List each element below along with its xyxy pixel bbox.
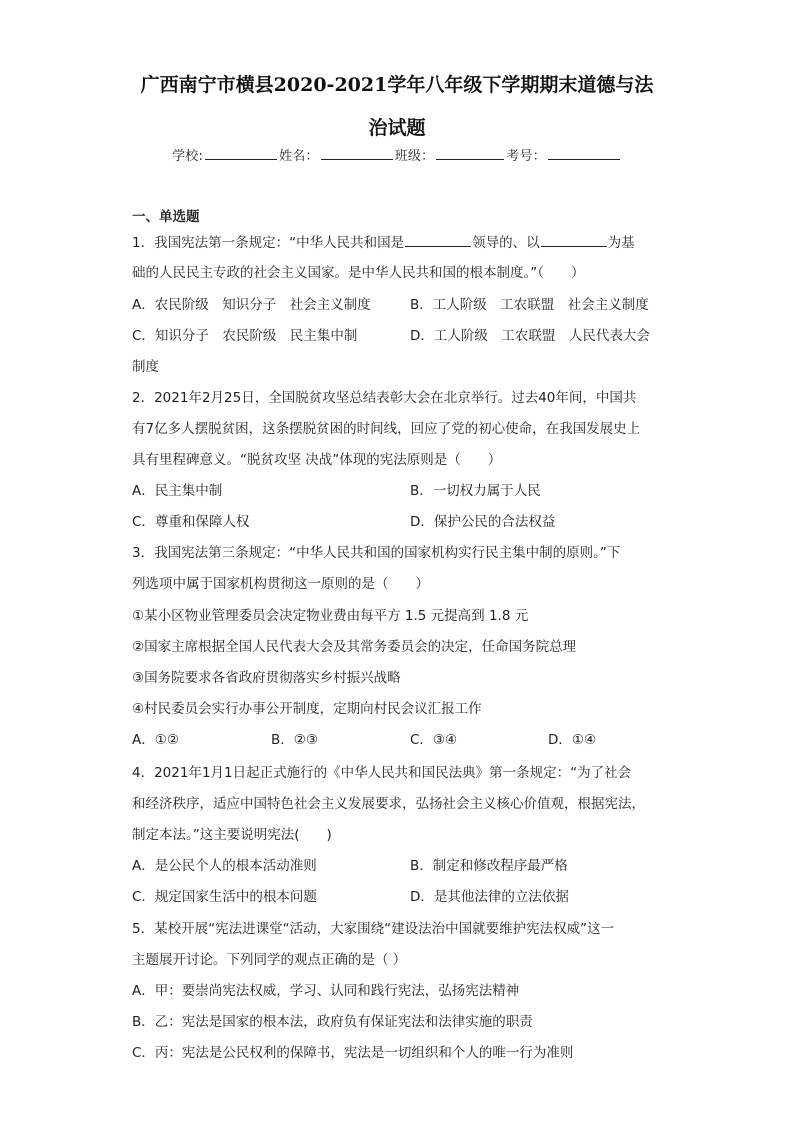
q2-stem-line3: 具有里程碑意义。“脱贫攻坚 决战”体现的宪法原则是（ ） bbox=[132, 452, 502, 468]
q3-statement-4: ④村民委员会实行办事公开制度，定期向村民会议汇报工作 bbox=[132, 701, 482, 717]
q4-option-c: C．规定国家生活中的根本问题 bbox=[132, 889, 317, 905]
name-blank bbox=[321, 147, 393, 160]
q1-blank-1 bbox=[405, 234, 471, 247]
q4-option-a: A．是公民个人的根本活动准则 bbox=[132, 858, 317, 874]
q2-option-b: B．一切权力属于人民 bbox=[410, 483, 541, 499]
q1-option-a: A．农民阶级 知识分子 社会主义制度 bbox=[132, 297, 371, 313]
q3-statement-2: ②国家主席根据全国人民代表大会及其常务委员会的决定，任命国务院总理 bbox=[132, 639, 577, 655]
student-info-row bbox=[0, 145, 794, 164]
q2-stem-line1: 2．2021年2月25日，全国脱贫攻坚总结表彰大会在北京举行。过去40年间，中国共 bbox=[132, 390, 637, 406]
q5-stem-line1: 5．某校开展“宪法进课堂“活动，大家围绕“建设法治中国就要维护宪法权威”这一 bbox=[132, 921, 615, 937]
q1-option-d: D．工人阶级 工农联盟 人民代表大会 bbox=[410, 328, 650, 344]
school-blank bbox=[205, 147, 277, 160]
q3-stem-line2: 列选项中属于国家机构贯彻这一原则的是（ ） bbox=[132, 576, 429, 592]
q1-stem-line2: 础的人民民主专政的社会主义国家。是中华人民共和国的根本制度。”（ ） bbox=[132, 265, 585, 281]
name-label: 姓名： bbox=[279, 149, 319, 164]
q2-stem-line2: 有7亿多人摆脱贫困，这条摆脱贫困的时间线，回应了党的初心使命，在我国发展史上 bbox=[132, 421, 641, 437]
exam-title-line2: 治试题 bbox=[368, 117, 426, 139]
q2-option-a: A．民主集中制 bbox=[132, 483, 223, 499]
q3-option-d: D．①④ bbox=[548, 732, 597, 748]
q1-stem-part-c: 为基 bbox=[607, 235, 635, 251]
q4-stem-line3: 制定本法。”这主要说明宪法( ) bbox=[132, 827, 332, 843]
q1-option-d-cont: 制度 bbox=[132, 359, 159, 375]
q4-option-b: B．制定和修改程序最严格 bbox=[410, 858, 568, 874]
exam-title-line1: 广西南宁市横县2020-2021学年八年级下学期期末道德与法 bbox=[140, 74, 654, 96]
class-label: 班级： bbox=[394, 149, 435, 164]
q3-stem-line1: 3．我国宪法第三条规定：“中华人民共和国的国家机构实行民主集中制的原则。”下 bbox=[132, 545, 621, 561]
q4-stem-line1: 4．2021年1月1日起正式施行的《中华人民共和国民法典》第一条规定：“为了社会 bbox=[132, 765, 632, 781]
q1-stem-part-b: 领导的、以 bbox=[472, 235, 540, 251]
q5-option-c: C．丙：宪法是公民权利的保障书，宪法是一切组织和个人的唯一行为准则 bbox=[132, 1045, 574, 1061]
q3-option-b: B．②③ bbox=[271, 732, 318, 748]
q2-option-c: C．尊重和保障人权 bbox=[132, 514, 250, 530]
q2-option-d: D．保护公民的合法权益 bbox=[410, 514, 556, 530]
q5-stem-line2: 主题展开讨论。下列同学的观点正确的是（ ） bbox=[132, 952, 407, 968]
q4-stem-line2: 和经济秩序，适应中国特色社会主义发展要求，弘扬社会主义核心价值观，根据宪法， bbox=[132, 796, 645, 812]
q1-stem-part-a: 1．我国宪法第一条规定：“中华人民共和国是 bbox=[132, 235, 405, 251]
q1-blank-2 bbox=[541, 234, 607, 247]
q1-option-c: C．知识分子 农民阶级 民主集中制 bbox=[132, 328, 358, 344]
class-blank bbox=[436, 147, 504, 160]
exam-no-label: 考号： bbox=[506, 149, 546, 164]
q3-statement-1: ①某小区物业管理委员会决定物业费由每平方 1.5 元提高到 1.8 元 bbox=[132, 608, 529, 624]
q5-option-b: B．乙：宪法是国家的根本法，政府负有保证宪法和法律实施的职责 bbox=[132, 1014, 533, 1030]
q3-statement-3: ③国务院要求各省政府贯彻落实乡村振兴战略 bbox=[132, 670, 401, 686]
section-title: 一、单选题 bbox=[132, 209, 200, 225]
q4-option-d: D．是其他法律的立法依据 bbox=[410, 889, 569, 905]
q3-option-a: A．①② bbox=[132, 732, 179, 748]
q1-option-b: B．工人阶级 工农联盟 社会主义制度 bbox=[410, 297, 649, 313]
exam-no-blank bbox=[548, 147, 620, 160]
q5-option-a: A．甲：要崇尚宪法权威，学习、认同和践行宪法，弘扬宪法精神 bbox=[132, 983, 520, 999]
school-label: 学校: bbox=[172, 149, 204, 164]
q3-option-c: C．③④ bbox=[410, 732, 458, 748]
q1-stem-line1 bbox=[132, 234, 635, 252]
